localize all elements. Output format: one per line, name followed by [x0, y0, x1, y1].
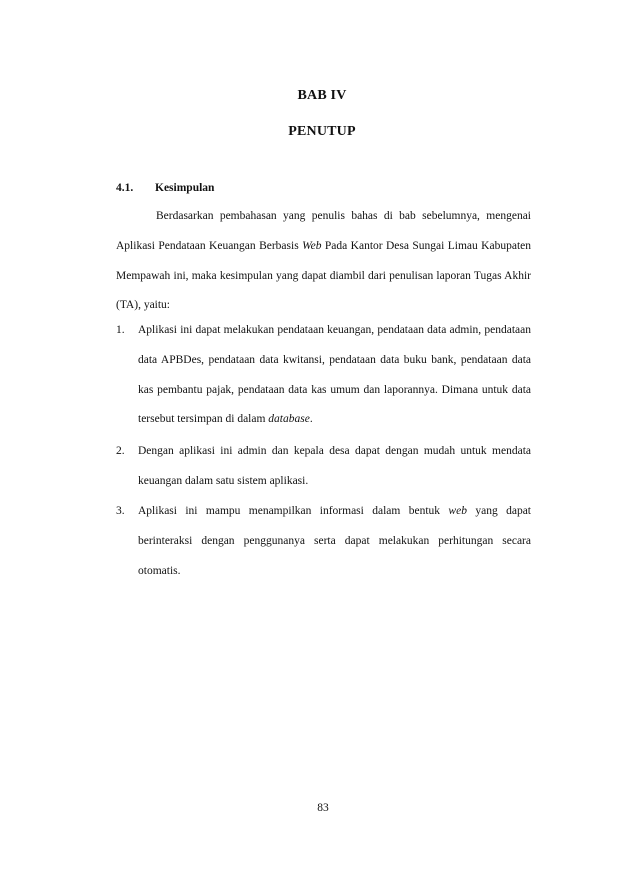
intro-text-2: Pada Kantor Desa Sungai Limau Kabupaten Mempawah ini, maka kesimpulan yang dapat diambil dari penulisan laporan Tugas Akhir (TA), yaitu: [116, 239, 531, 312]
list-item [116, 497, 531, 586]
intro-emphasis: Web [302, 239, 322, 252]
list-marker: 3. [116, 505, 125, 517]
list-item-text-2: yang dapat berinteraksi dengan penggunanya serta dapat melakukan perhitungan secara otomatis. [138, 505, 531, 577]
list-item-emphasis: database [268, 413, 310, 426]
chapter-number: BAB IV [297, 88, 347, 103]
intro-paragraph [116, 202, 531, 321]
list-item-text-1: Dengan aplikasi ini admin dan kepala desa dapat dengan mudah untuk mendata keuangan dalam satu sistem aplikasi. [138, 445, 531, 487]
list-marker: 2. [116, 445, 125, 457]
list-item-text-2: . [309, 413, 313, 426]
list-item [116, 316, 531, 435]
section-title: Kesimpulan [155, 182, 215, 194]
list-item-text [138, 497, 531, 586]
section-number: 4.1. [116, 182, 134, 194]
list-item-text-1: Aplikasi ini dapat melakukan pendataan keuangan, pendataan data admin, pendataan data APBDes, pendataan data kwitansi, pendataan data buku bank, pendataan data kas pembantu pajak, pendataan data kas umum dan laporannya. Dimana untuk data tersebut tersimpan di dalam [138, 324, 531, 426]
list-item-emphasis: web [448, 505, 467, 517]
intro-text-1: Berdasarkan pembahasan yang penulis bahas di bab sebelumnya, mengenai Aplikasi Pendataan Keuangan Berbasis [116, 210, 531, 252]
list-item-text-1: Aplikasi ini mampu menampilkan informasi dalam bentuk [138, 505, 449, 517]
list-item [116, 437, 531, 497]
list-item-text [138, 316, 531, 435]
chapter-title: PENUTUP [288, 124, 356, 139]
page-number: 83 [317, 802, 329, 814]
list-marker: 1. [116, 324, 125, 336]
section-heading [116, 182, 214, 194]
list-item-text [138, 437, 531, 497]
